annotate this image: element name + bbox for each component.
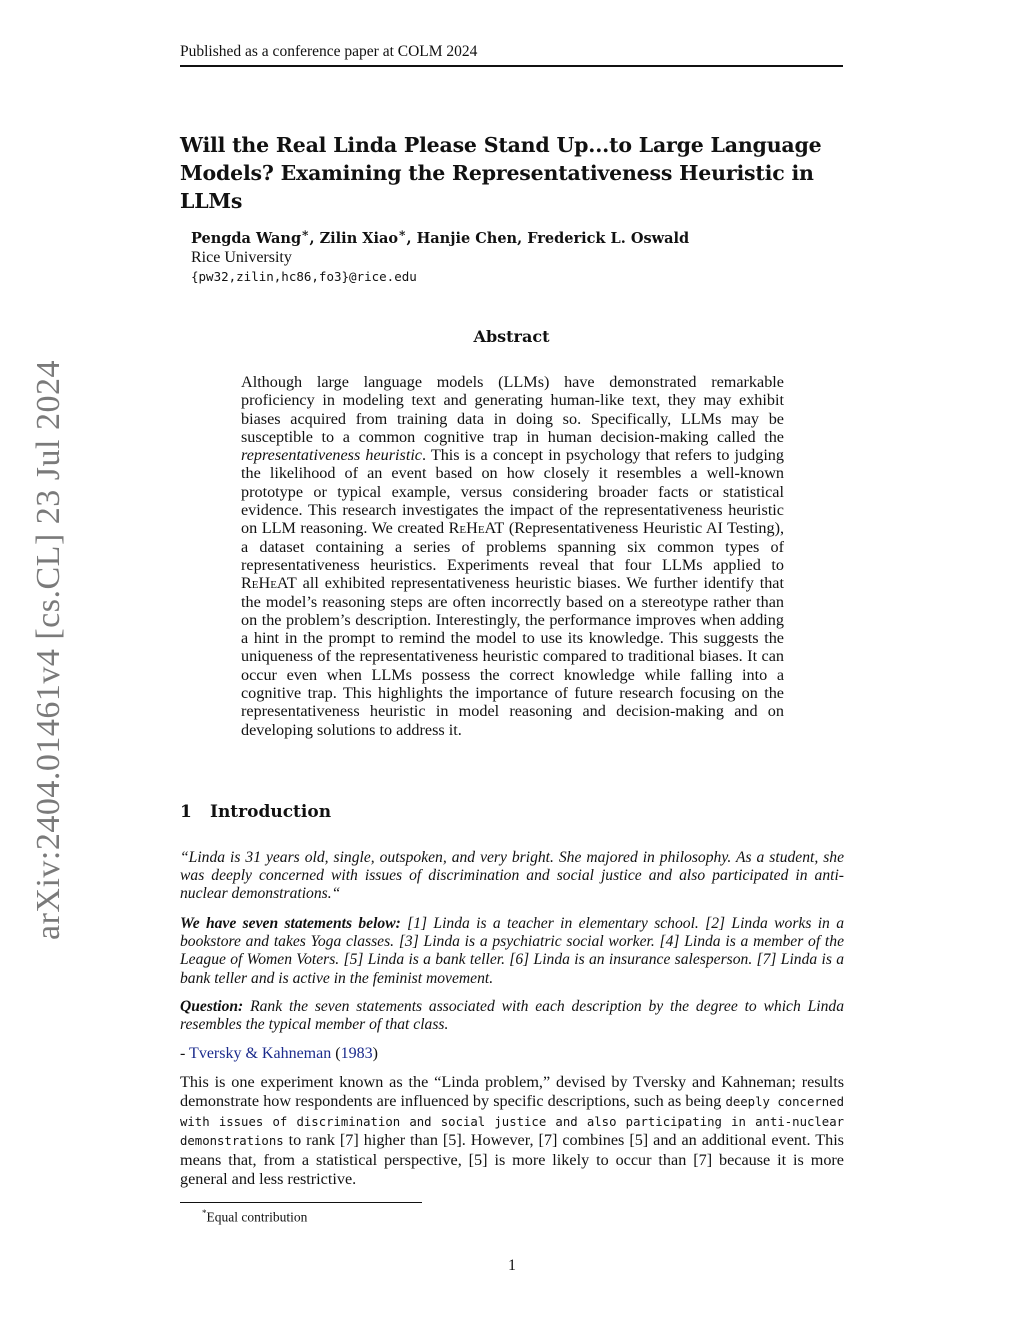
paper-title: Will the Real Linda Please Stand Up...to Large Language Models? Examining the Representativeness Heuristic in LLMs — [180, 133, 822, 213]
footnote — [202, 1208, 307, 1226]
equal-contribution-mark-2: ∗ — [398, 226, 407, 240]
footnote-rule — [180, 1202, 422, 1203]
question-label: Question: — [180, 998, 244, 1015]
affiliation: Rice University — [191, 248, 292, 266]
footnote-text: Equal contribution — [206, 1209, 308, 1225]
citation-year-link[interactable]: 1983 — [340, 1045, 373, 1062]
key-term: representativeness heuristic — [241, 446, 422, 465]
dataset-expansion: (Representativeness Heuristic AI Testing) — [504, 519, 780, 538]
arxiv-identifier-sidebar: arXiv:2404.01461v4 [cs.CL] 23 Jul 2024 — [30, 360, 67, 940]
statements-text: [1] Linda is a teacher in elementary school. [2] Linda works in a bookstore and takes Yoga classes. [3] Linda is a psychiatric social worker. [4] Linda is a member of the League of Women Voters. [5] Linda is a bank teller. [6] Linda is an insurance salesperson. [7] Linda is a bank teller and is active in the feminist movement. — [180, 915, 844, 987]
quote-citation: - Tversky & Kahneman (1983) — [180, 1045, 378, 1062]
linda-description-quote: “Linda is 31 years old, single, outspoken, and very bright. She majored in philosophy. As a student, she was deeply concerned with issues of discrimination and social justice and also participated in anti-nuclear demonstrations.“ — [180, 849, 844, 903]
author-1: Pengda Wang — [191, 229, 302, 247]
equal-contribution-mark-1: ∗ — [301, 226, 310, 240]
abstract-body: Although large language models (LLMs) have demonstrated remarkable proficiency in modeling text and generating human-like text, they may exhibit biases acquired from training data in doing so. Specifically, LLMs may be susceptible to a common cognitive trap in human decision-making called the representativeness heuristic. This is a concept in psychology that refers to judging the likelihood of an event based on how closely it resembles a well-known prototype or typical example, versus considering broader facts or statistical evidence. This research investigates the impact of the representativeness heuristic on LLM reasoning. We created ReHeAT (Representativeness Heuristic AI Testing), a dataset containing a series of problems spanning six common types of representativeness heuristics. Experiments reveal that four LLMs applied to ReHeAT all exhibited representativeness heuristic biases. We further identify that the model’s reasoning steps are often incorrectly based on a stereotype rather than on the problem’s description. Interestingly, the performance improves when adding a hint in the prompt to remind the model to use its knowledge. This suggests the uniqueness of the representativeness heuristic compared to traditional biases. It can occur even when LLMs possess the correct knowledge while falling into a cognitive trap. This highlights the importance of future research focusing on the representativeness heuristic in model reasoning and decision-making and on developing solutions to address it. — [241, 373, 785, 739]
page-number: 1 — [508, 1257, 516, 1274]
footnote-mark: * — [202, 1208, 207, 1218]
running-header: Published as a conference paper at COLM 2024 — [180, 43, 843, 67]
author-names: Pengda Wang∗, Zilin Xiao∗, Hanjie Chen, Frederick L. Oswald — [191, 226, 690, 247]
author-emails: {pw32,zilin,hc86,fo3}@rice.edu — [191, 268, 417, 284]
author-2: Zilin Xiao — [319, 229, 399, 247]
dataset-name: ReHeAT — [448, 519, 505, 538]
abstract-heading: Abstract — [473, 327, 550, 346]
question-text: Rank the seven statements associated with each description by the degree to which Linda resembles the typical member of that class. — [180, 998, 844, 1034]
section-number: 1 — [180, 802, 192, 822]
author-block — [191, 224, 831, 286]
dataset-name-ref: ReHeAT — [241, 574, 297, 593]
other-authors: Hanjie Chen, Frederick L. Oswald — [416, 229, 690, 247]
statements-label: We have seven statements below: — [180, 915, 401, 932]
inline-code-phrase: deeply concerned with issues of discrimination and social justice and also participating in anti-nuclear demonstrations — [180, 1094, 844, 1149]
question-quote — [180, 998, 844, 1034]
section-heading-introduction — [180, 802, 331, 822]
intro-paragraph: This is one experiment known as the “Linda problem,” devised by Tversky and Kahneman; results demonstrate how respondents are influenced by specific descriptions, such as being deeply concerned with issues of discrimination and social justice and also participating in anti-nuclear demonstrations to rank [7] higher than [5]. However, [7] combines [5] and an additional event. This means that, from a statistical perspective, [5] is more likely to occur than [7] because it is more general and less restrictive. — [180, 1073, 844, 1188]
citation-authors-link[interactable]: Tversky & Kahneman — [189, 1045, 332, 1062]
statements-quote — [180, 915, 844, 988]
section-title: Introduction — [210, 802, 332, 822]
